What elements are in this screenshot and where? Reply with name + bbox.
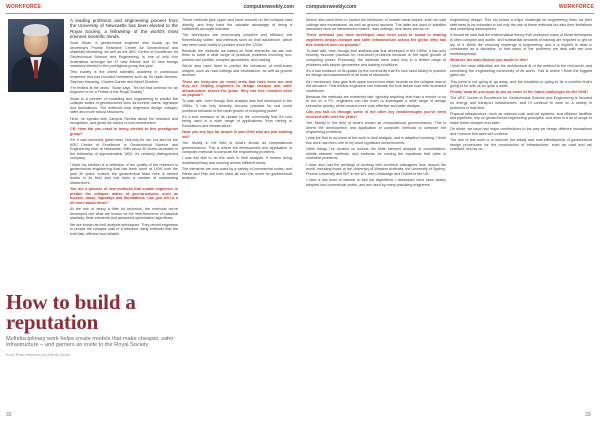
paragraph: I was the first to do some of the work in limit analysis, and in adaptive meshing. I think this work has been one of my most significant achievements. <box>306 136 446 145</box>
paragraph: These methods give upper and lower bounds on the collapse load directly, and they have the valuable advantage of being a sufficiently accurate indicator. <box>182 18 292 32</box>
article-column-2 <box>182 18 292 410</box>
paragraph: Physical infrastructure, such as national road and rail systems, and offshore facilities and pipelines, rely on geotechnical engineering principles, and there is a lot of scope to make these cheaper and safer. <box>450 111 592 126</box>
interview-question: There are thirty-two (or more) tests that have been run and they are helping engineers to design cheaper and safer infrastructure across the globe. Why has this research been so popular? <box>182 79 292 98</box>
paragraph: It should be said that the mathematical theory that underpins many of these techniques is often complex and subtle, and substantial amounts of training are required to get on top of it. While the enduring challenge is engineering, and it is implied in what is considered as a discipline, in that many of the problems we deal with are now multidisciplinary. <box>450 33 592 56</box>
paragraph: Here, he speaks with Campus Review about his research and recognition, and gives his advice to new researchers. <box>70 116 178 126</box>
paragraph: It's a true measure of its uptake by the community that it's now used widely in practice for design and assessment of all sorts of structures. <box>306 68 446 78</box>
paragraph: "I'm thrilled at the news," Sloan says. "It's not that common for an engineer to be a Fellow of the Royal Society." <box>70 85 178 95</box>
paragraph: On shore, we have had major contributions to the way we design offshore foundations and I believe this work will continue. <box>450 127 592 136</box>
paragraph: Sloan is a pioneer of modelling and engineering to predict the collapse states of geostructures such as tunnels, dams, highways and foundations. The methods help engineers design cheaper, safer and more robust structures. <box>70 96 178 115</box>
paragraph: To start with, even though limit analysis was first developed in the 1950s, it has only recently become practical for real world problems because of the rapid growth of computing power. <box>182 99 292 113</box>
paragraph: Yes. Mostly in the field of what's known as computational geomechanics. This is where the development and application of computer methods to compute the engineering problems. <box>306 121 446 135</box>
interview-question: Have you any tips for people in your field who are just starting out? <box>182 130 292 139</box>
article-column-4 <box>450 18 592 410</box>
interview-question: What are the main factors you tackle in this? <box>450 57 529 62</box>
paragraph: As I mentioned, they give both upper bound and lower bounds on the collapse load of the structure. That means engineers can estimate the true failure load with increased confidence. <box>306 79 446 93</box>
paragraph: SS: It was obviously great news. Not only for me, but also for the ARC Centre of Excellence in Geotechnical Science and Engineering here at Newcastle. With about 80 Nobel laureates in the fellowship of approximately 1600, it's certainly distinguished company. <box>70 138 178 161</box>
paragraph: Yes. Mostly in the field of what's known as computational geomechanics. This is where the development and application of computer methods to compute the engineering problems. <box>182 141 292 155</box>
page-header-right <box>306 0 594 14</box>
paragraph: This trend is not going to go away, and the transition is going to be a problem that's going to be with us for quite a while. <box>450 79 592 89</box>
page-number-left: 32 <box>6 412 12 418</box>
intro-paragraph: A leading professor and engineering pioneer from the University of Newcastle has been elected to the Royal Society, a fellowship of the world's most eminent scientific minds. <box>70 18 178 40</box>
headline: How to build a reputation <box>6 290 136 334</box>
byline: Scott Rhan Interview by Arlinda Mulda <box>6 352 71 357</box>
paragraph: The elements are now used by a variety of commercial codes, and Plaxis and Flac are both used all over the world for geotechnical analysis. <box>182 167 292 181</box>
page-number-right: 33 <box>585 412 591 418</box>
paragraph: This society is the oldest scientific academy in continuous existence and has included luminaries such as Sir Isaac Newton, Stephen Hawking, Charles Darwin and Albert Einstein. <box>70 70 178 84</box>
paragraph: I have also had the privilege of working with excellent colleagues from around the world, including those at the University of Western Australia, the University of Sydney, Purdue University and MIT in the US, and Cambridge and Oxford in the UK. <box>306 162 446 176</box>
paragraph: I have a low level of interest in that but Algorithms I developed have been widely adopted into commercial codes, and are used by many practising engineers. <box>306 177 446 187</box>
interview-question: You are a pioneer of new methods that enable engineers to predict the collapse states of geo-structures, such as tunnels, dams, highways and foundations. Can you tell us a bit more about these? <box>70 187 178 205</box>
interview-question: These methods you have developed have been used to assist in making engineers design cheaper and safer infrastructure across the globe. Why has this research been so popular? <box>306 33 446 47</box>
paragraph: Because the methods are extremely fast, typically requiring less than a minute or so to run on a PC, engineers can use them to investigate a wide range of design scenarios quickly, which means more cost-effective and safer designs. <box>306 94 446 109</box>
paragraph: I think the main difficulties are the architectural fit of the method to the real world, and convincing the engineering community of its worth. This is where I think the biggest gains are. <box>450 64 592 78</box>
headline-block <box>6 292 174 357</box>
section-label: WORKFORCE <box>558 4 594 10</box>
page-header-left <box>6 0 294 14</box>
paragraph: The ARC Centre of Excellence for Geotechnical Science and Engineering is focused on energy and transport infrastructure, and I'll continue to work on a variety of problems in that field. <box>450 96 592 110</box>
paragraph: Because the methods are based on finite elements, we can use them to solve a wide range of practical problems involving non-uniform soil profiles, complex geometries, and loading. <box>182 48 292 62</box>
site-url: computerweekly.com <box>243 4 294 10</box>
section-label: WORKFORCE <box>6 4 42 10</box>
paragraph: To start with, even though limit analysis was first developed in the 1950s, it has only recently become practical for real-world problems because of the rapid growth of computing power. Previously, the methods were used only in a limited range of problems with simple geometries and loading conditions. <box>306 48 446 67</box>
paragraph: I was the first to do the work in limit analysis. It means being multidisciplinary and working across different areas. <box>182 156 292 165</box>
standfirst: Multidisciplinary work helps create models that make cheaper, safer infrastructure – and garners an invite to the Royal Society <box>6 336 174 349</box>
paragraph: The techniques are enormously powerful and efficient, but theoretically subtle, and methods such as limit equilibrium, which has been used widely in practice since the 1700s. <box>182 33 292 47</box>
paragraph: Other things I've worked on include the finite element analysis of consolidation, infinite element methods, and methods for solving the equations that arise in nonlinear problems. <box>306 147 446 161</box>
portrait-photo <box>8 19 64 92</box>
paragraph: I think my election is a reflection of the quality of the research in geotechnical engineering that has been done at UON over the past 30 years. Indeed, the geotechnical team here is ranked leader in its field and has been a number of outstanding researchers. <box>70 162 178 185</box>
site-url: computerweekly.com <box>306 4 357 10</box>
interview-question: Finally, what do you hope to see as some of the future challenges for the field? <box>450 90 589 95</box>
paragraph: Where also used them to predict the behaviour of human-made slopes, such as road cuttings and excavations, as well as ground anchors. The latter are used to stabilise structures such as transmission towers, road cuttings, rock faces and so on. <box>306 18 446 32</box>
interview-question: CR: How did you react to being elected to this prestigious group? <box>70 127 178 136</box>
article-column-3 <box>306 18 446 410</box>
paragraph: engineering design. This trip posed a major challenge for engineering firms, as their staff need to be educated in not only the use of these methods but also their limitations and underlying assumptions. <box>450 18 592 32</box>
paragraph: The aim of this work is to improve the safety and cost-effectiveness of geotechnical design procedures for the construction of infrastructure, such as road and rail corridors, and so on. <box>450 138 592 152</box>
paragraph: We've also used them to predict the behaviour of multi-mass shapes, such as road cuttings and excavations, as well as ground anchors. <box>182 64 292 78</box>
paragraph: Scott Sloan, a geotechnical engineer who heads up the university's Priority Research Centre for Geotechnical and Materials Modelling, as well as the ARC Centre of Excellence for Geotechnical Science and Engineering, is one of only four Australians amongst the 47 new fellows and 10 new foreign members elected to the prestigious group this year. <box>70 41 178 69</box>
paragraph: It's a true measure of its uptake by the community that it's now being used in a wide range of applications, from mining to foundations and infrastructure. <box>182 114 292 129</box>
paragraph: At the risk of being a little bit technical, the methods we've developed use what are known as the limit theorems of classical plasticity, finite elements and advanced optimisation algorithms. <box>70 207 178 221</box>
interview-question: Can you talk us through some of the other key breakthroughs you've been involved with over the years? <box>306 110 446 119</box>
paragraph: We are known as limit analysis techniques. They permit engineers to predict the collapse load of a structure using methods that are both fast, efficient and reliable. <box>70 222 178 236</box>
